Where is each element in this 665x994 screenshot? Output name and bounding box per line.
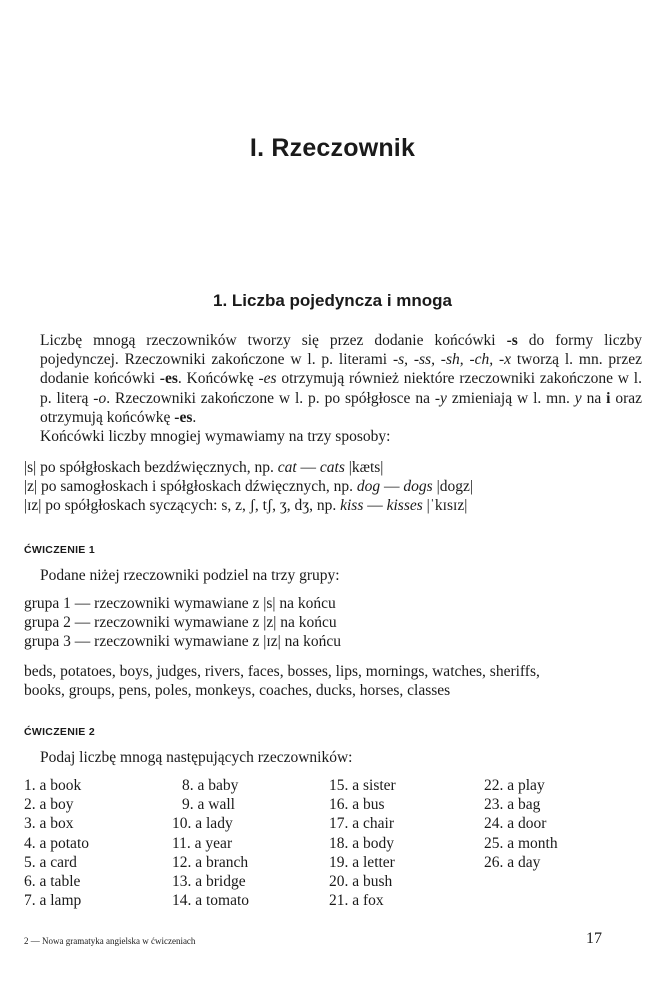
noun-item: 12. a branch bbox=[172, 853, 249, 871]
noun-item: 9. a wall bbox=[182, 796, 235, 814]
noun-item: 24. a door bbox=[484, 815, 547, 833]
noun-item: 2. a boy bbox=[24, 796, 74, 814]
noun-item: 17. a chair bbox=[329, 815, 394, 833]
noun-item: 7. a lamp bbox=[24, 892, 82, 910]
noun-item: 16. a bus bbox=[329, 796, 385, 814]
exercise-1-heading: ĆWICZENIE 1 bbox=[24, 544, 95, 556]
noun-item: 4. a potato bbox=[24, 834, 89, 852]
pronunciation-list bbox=[24, 458, 473, 516]
page-number: 17 bbox=[586, 930, 602, 947]
noun-item: 1. a book bbox=[24, 777, 82, 794]
group-item: grupa 2 — rzeczowniki wymawiane z |z| na końcu bbox=[24, 614, 337, 632]
exercise-2-instruction: Podaj liczbę mnogą następujących rzeczowników: bbox=[40, 749, 353, 766]
noun-item: 20. a bush bbox=[329, 872, 393, 890]
exercise-1-groups bbox=[24, 594, 341, 652]
noun-item: 22. a play bbox=[484, 777, 545, 794]
exercise-1-instruction: Podane niżej rzeczowniki podziel na trzy grupy: bbox=[40, 567, 340, 584]
noun-column-3 bbox=[329, 776, 396, 910]
section-title: 1. Liczba pojedyncza i mnoga bbox=[213, 291, 452, 310]
noun-column-1 bbox=[24, 776, 89, 910]
intro-pronunciation-lead: Końcówki liczby mnogiej wymawiamy na trzy sposoby: bbox=[40, 428, 391, 446]
noun-item: 13. a bridge bbox=[172, 872, 246, 890]
exercise-2-heading: ĆWICZENIE 2 bbox=[24, 726, 95, 738]
pronunciation-item: |s| po spółgłoskach bezdźwięcznych, np. cat — cats |kæts| bbox=[24, 459, 384, 476]
noun-item: 23. a bag bbox=[484, 796, 541, 814]
noun-item: 19. a letter bbox=[329, 853, 395, 871]
footer-book-title: 2 — Nowa gramatyka angielska w ćwiczeniach bbox=[24, 936, 196, 946]
noun-item: 26. a day bbox=[484, 853, 541, 871]
noun-item: 6. a table bbox=[24, 872, 81, 890]
chapter-title: I. Rzeczownik bbox=[249, 134, 416, 162]
noun-item: 10. a lady bbox=[172, 815, 233, 833]
pronunciation-item: |z| po samogłoskach i spółgłoskach dźwięcznych, np. dog — dogs |dogz| bbox=[24, 478, 473, 496]
noun-item: 11. a year bbox=[172, 834, 233, 852]
group-item: grupa 3 — rzeczowniki wymawiane z |ɪz| na końcu bbox=[24, 633, 341, 651]
noun-item: 21. a fox bbox=[329, 892, 384, 910]
noun-column-4 bbox=[484, 776, 558, 872]
noun-item: 5. a card bbox=[24, 853, 77, 871]
noun-item: 18. a body bbox=[329, 834, 395, 852]
noun-item: 3. a box bbox=[24, 815, 74, 833]
noun-item: 25. a month bbox=[484, 834, 558, 852]
word-list-line: books, groups, pens, poles, monkeys, coaches, ducks, horses, classes bbox=[24, 682, 451, 700]
noun-item: 15. a sister bbox=[329, 777, 396, 794]
noun-item: 14. a tomato bbox=[172, 892, 250, 910]
word-list-line: beds, potatoes, boys, judges, rivers, faces, bosses, lips, mornings, watches, sheriffs, bbox=[24, 663, 540, 680]
pronunciation-item: |ɪz| po spółgłoskach syczących: s, z, ʃ, tʃ, ʒ, dʒ, np. kiss — kisses |ˈkɪsɪz| bbox=[24, 497, 468, 515]
noun-item: 8. a baby bbox=[182, 777, 239, 794]
exercise-1-word-list bbox=[24, 662, 642, 700]
intro-rule-text: Liczbę mnogą rzeczowników tworzy się przez dodanie końcówki -s do formy liczby pojedynczej. Rzeczowniki zakończone w l. p. literami -s, -ss, -sh, -ch, -x tworzą l. mn. przez dodanie końcówki -es. Końcówkę -es otrzymują również niektóre rzeczowniki zakończone w l. p. literą -o. Rzeczowniki zakończone w l. p. po spółgłosce na -y zmieniają w l. mn. y na i oraz otrzymują końcówkę -es. bbox=[40, 332, 642, 426]
noun-column-2 bbox=[172, 776, 249, 910]
group-item: grupa 1 — rzeczowniki wymawiane z |s| na końcu bbox=[24, 595, 336, 612]
intro-paragraph bbox=[24, 331, 642, 446]
